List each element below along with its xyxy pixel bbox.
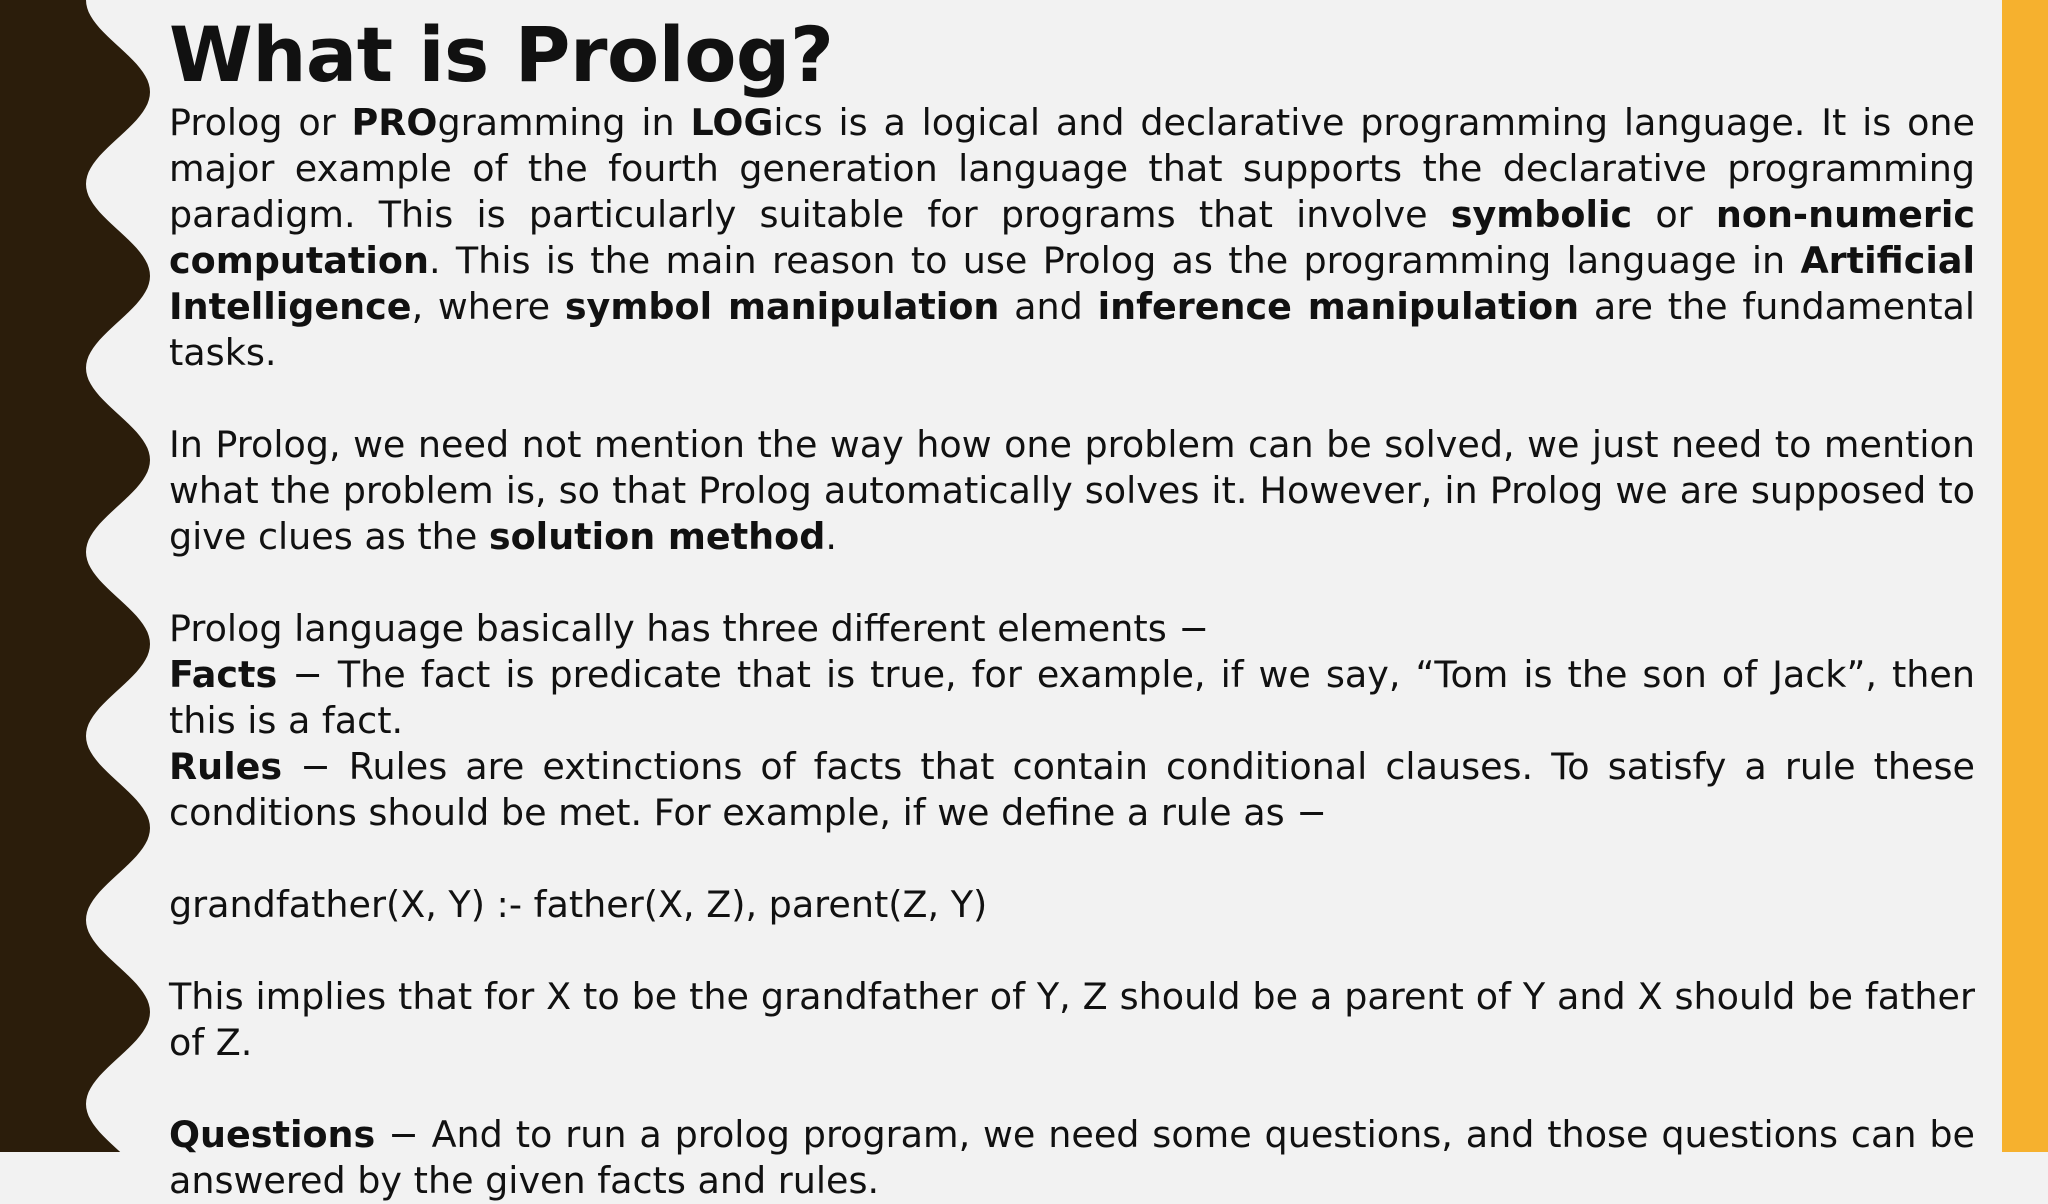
paragraph-gap xyxy=(169,560,1975,606)
elements-intro-text: Prolog language basically has three different elements − xyxy=(169,607,1209,650)
bold-term: symbolic xyxy=(1450,193,1633,236)
rules-paragraph: Rules − Rules are extinctions of facts that contain conditional clauses. To satisfy a rule these conditions should be met. For example, if we define a rule as − xyxy=(169,745,1975,834)
bold-term: solution method xyxy=(488,515,826,558)
paragraph-gap xyxy=(169,928,1975,974)
bold-term: Questions xyxy=(169,1113,376,1156)
paragraph-gap xyxy=(169,376,1975,422)
slide-content xyxy=(169,0,1976,1202)
bold-term: non-numeric computation xyxy=(169,193,1975,282)
bold-term: symbol manipulation xyxy=(564,285,1000,328)
paragraph-gap xyxy=(169,836,1975,882)
bold-term: PRO xyxy=(351,101,438,144)
rule-example-code: grandfather(X, Y) :- father(X, Z), parent(Z, Y) xyxy=(169,883,988,926)
bold-term: Facts xyxy=(169,653,278,696)
decorative-accent-bar xyxy=(2002,0,2048,1152)
accent-bar-fill xyxy=(2002,0,2048,1152)
questions-paragraph: Questions − And to run a prolog program, we need some questions, and those questions can be answered by the given facts and rules. xyxy=(169,1113,1975,1202)
bold-term: Artificial Intelligence xyxy=(169,239,1975,328)
facts-paragraph: Facts − The fact is predicate that is true, for example, if we say, “Tom is the son of Jack”, then this is a fact. xyxy=(169,653,1975,742)
rule-explanation-text: This implies that for X to be the grandfather of Y, Z should be a parent of Y and X should be father of Z. xyxy=(169,975,1975,1064)
approach-paragraph: In Prolog, we need not mention the way how one problem can be solved, we just need to mention what the problem is, so that Prolog automatically solves it. However, in Prolog we are supposed to give clues as the solution method. xyxy=(169,423,1975,558)
bold-term: inference manipulation xyxy=(1097,285,1580,328)
bold-term: LOG xyxy=(690,101,774,144)
slide-title: What is Prolog? xyxy=(169,10,834,99)
wave-shape xyxy=(0,0,150,1152)
intro-paragraph: Prolog or PROgramming in LOGics is a logical and declarative programming language. It is one major example of the fourth generation language that supports the declarative programming paradigm. This is particularly suitable for programs that involve symbolic or non-numeric computation. This is the main reason to use Prolog as the programming language in Artificial Intelligence, where symbol manipulation and inference manipulation are the fundamental tasks. xyxy=(169,101,1976,374)
decorative-wave-band xyxy=(0,0,160,1152)
paragraph-gap xyxy=(169,1066,1975,1112)
bold-term: Rules xyxy=(169,745,283,788)
